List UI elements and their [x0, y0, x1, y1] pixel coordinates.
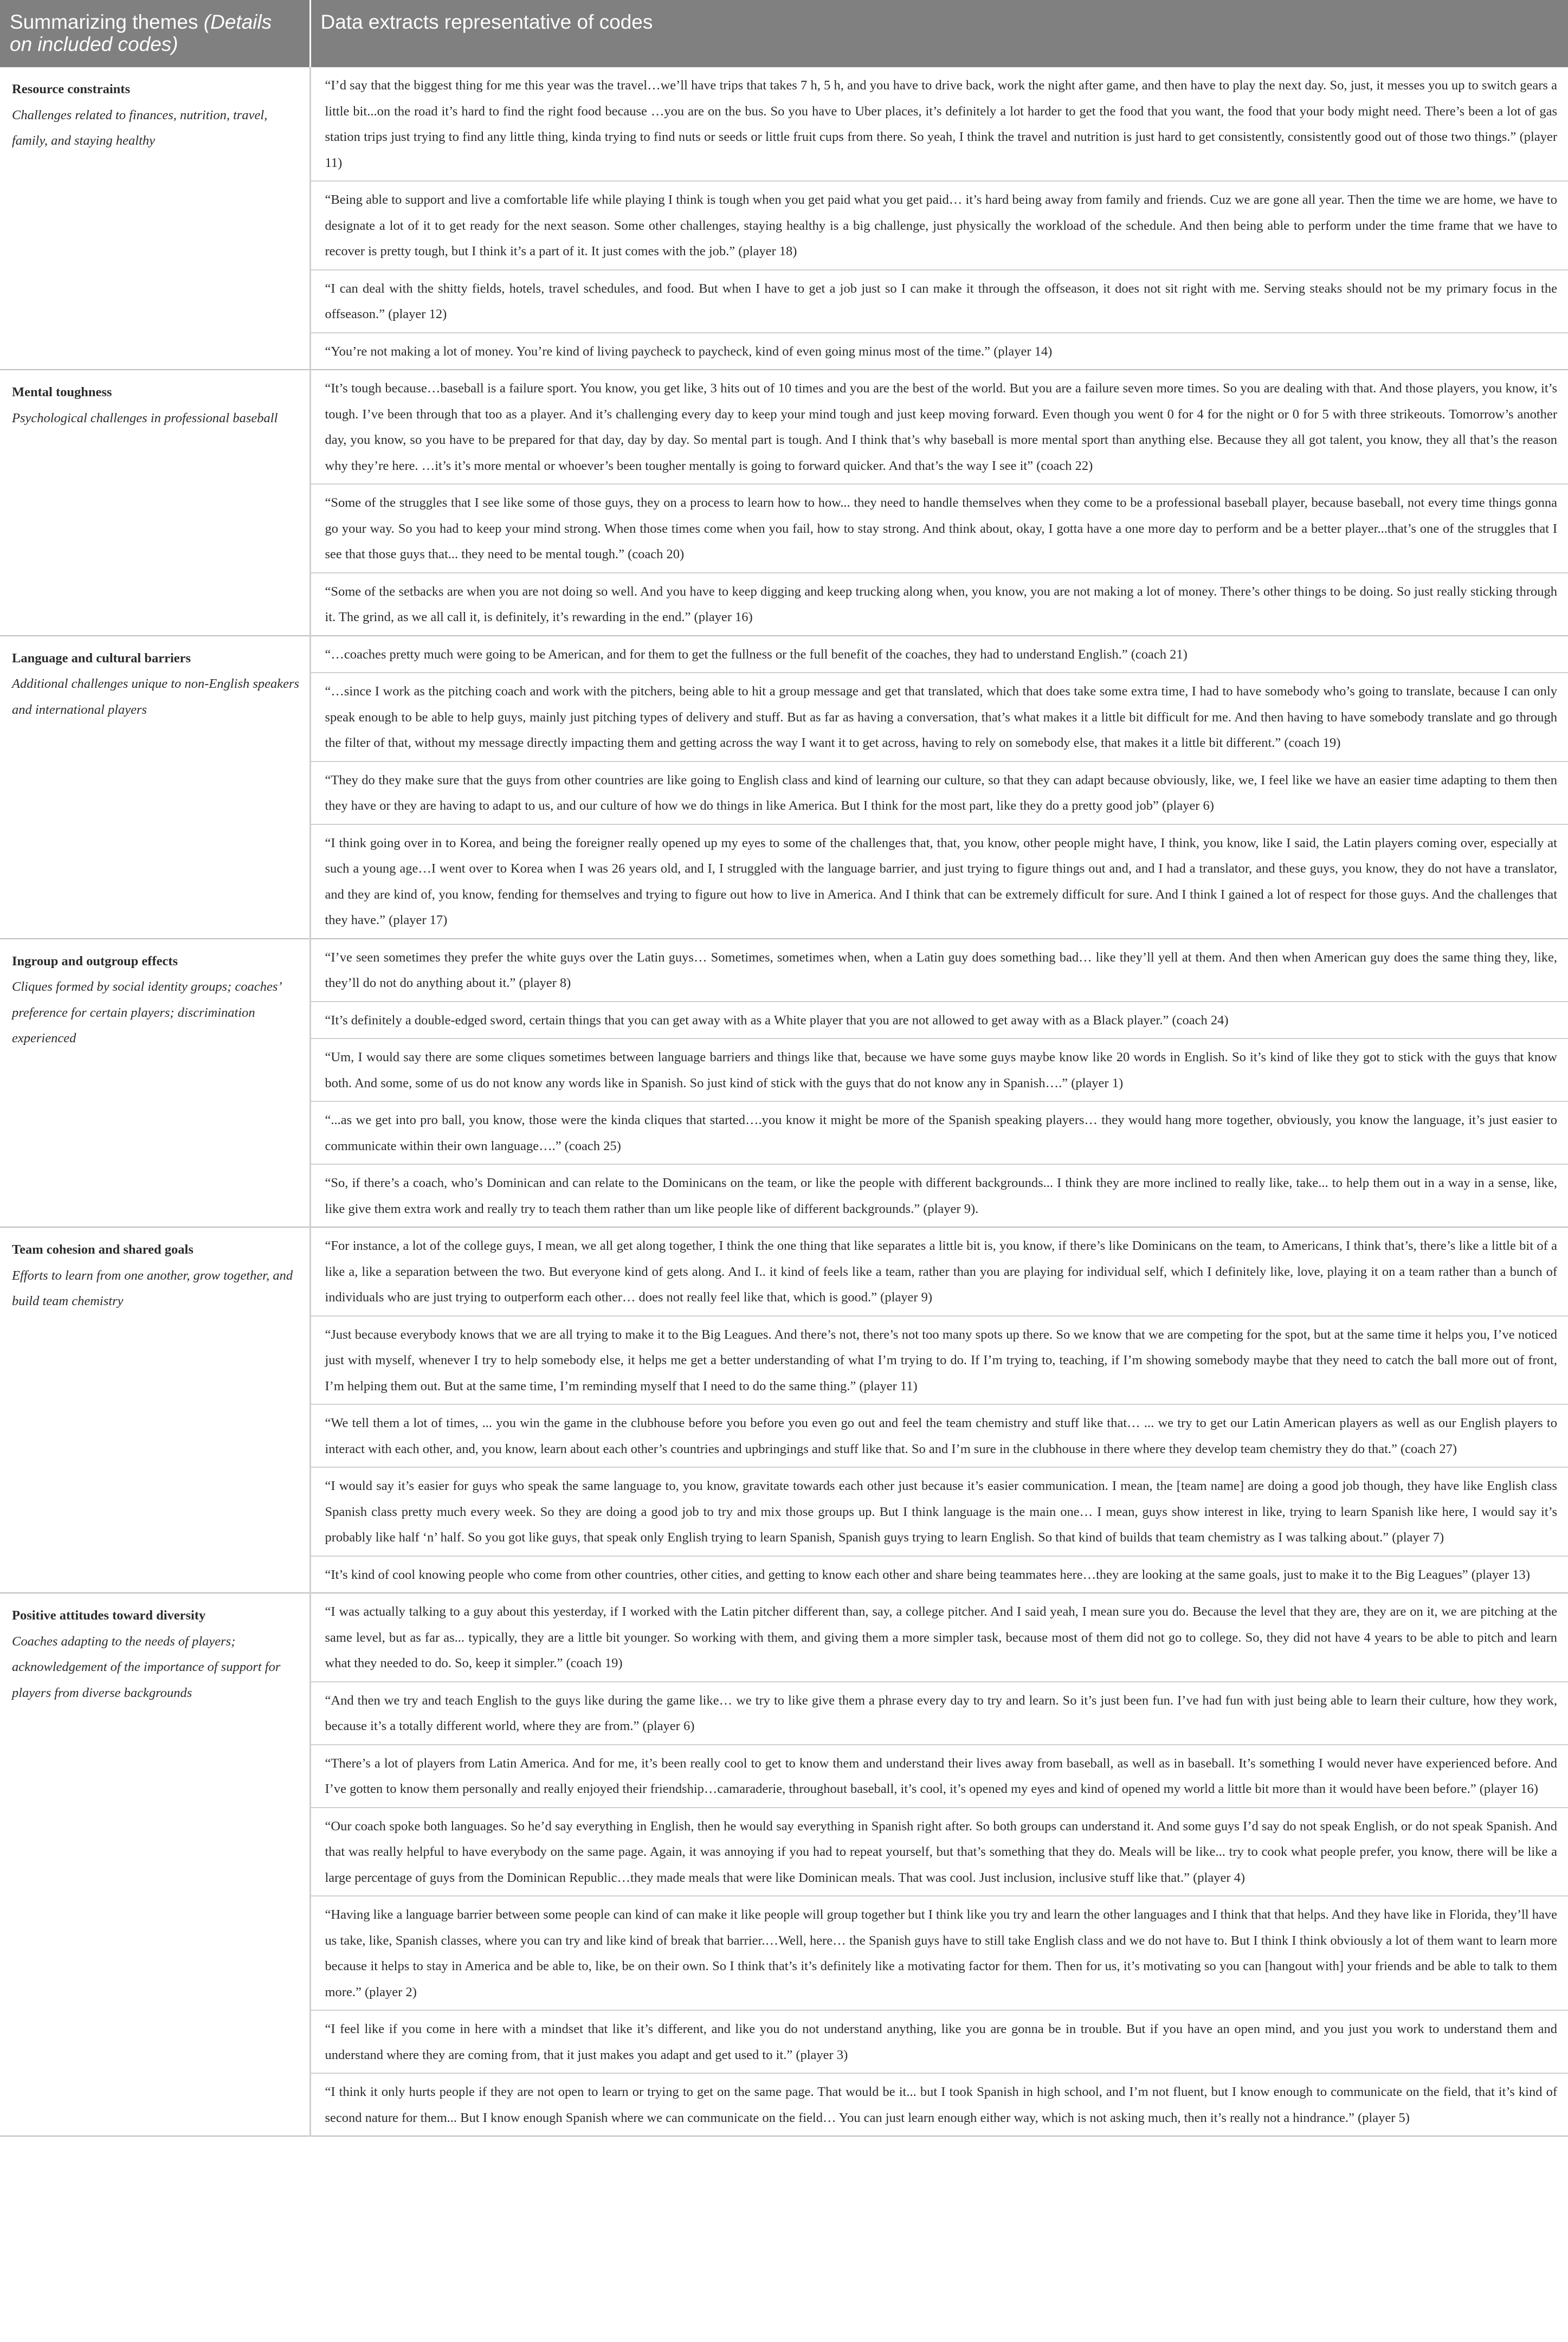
quote-extract: “I think going over in to Korea, and being the foreigner really opened up my eyes to some of the challenges that, that, you know, other people might have, I think, you know, like I said, the Latin players coming over, especially at such a young age…I went over to Korea when I was 26 years old, and I, I struggled with the language barrier, and just trying to figure things out and, and I had a translator, and these guys, you know, they do not have a translator, and they are kind of, you know, fending for themselves and trying to figure out how to live in America. And I think that can be extremely difficult for sure. And I think I gained a lot of respect for those guys. And the challenges that they have.” (player 17) [310, 824, 1568, 939]
quote-extract: “So, if there’s a coach, who’s Dominican and can relate to the Dominicans on the team, or like the people with different backgrounds... I think they are more inclined to really like, take... to help them out in a way in a sense, like, like give them extra work and really try to teach them rather than um like people like of different backgrounds.” (player 9). [310, 1164, 1568, 1227]
quote-extract: “It’s tough because…baseball is a failure sport. You know, you get like, 3 hits out of 10 times and you are the best of the world. But you are a failure seven more times. So you are dealing with that. And those players, you know, it’s tough. I’ve been through that too as a player. And it’s challenging every day to keep your mind tough and just keep moving forward. Even though you went 0 for 4 for the night or 0 for 5 with three strikeouts. Tomorrow’s another day, you know, so you have to be prepared for that day, day by day. So mental part is tough. And I think that’s why baseball is more mental sport than anything else. Because they all got talent, you know, they all that’s the reason why they’re here. …it’s it’s more mental or whoever’s been tougher mentally is going to forward quicker. And that’s the way I see it” (coach 22) [310, 370, 1568, 484]
table-row [0, 939, 1568, 1002]
header-col1-main: Summarizing themes [10, 11, 198, 33]
theme-cell [0, 370, 310, 636]
quote-extract: “There’s a lot of players from Latin America. And for me, it’s been really cool to get to know them and understand their lives away from baseball, as well as in baseball. It’s something I would never have experienced before. And I’ve gotten to know them personally and really enjoyed their friendship…camaraderie, throughout baseball, it’s cool, it’s opened my eyes and kind of opened my world a little bit more than it would have been before.” (player 16) [310, 1745, 1568, 1808]
quote-extract: “Just because everybody knows that we are all trying to make it to the Big Leagues. And there’s not, there’s not too many spots up there. So we know that we are competing for the spot, but at the same time it helps you, I’ve noticed just with myself, whenever I try to help somebody else, it helps me get a better understanding of what I’m trying to do. If I’m trying to, teaching, if I’m showing somebody maybe that they need to catch the ball more out of front, I’m helping them out. But at the same time, I’m reminding myself that I need to do the same thing.” (player 11) [310, 1316, 1568, 1405]
theme-title: Mental toughness [12, 385, 112, 399]
theme-title: Language and cultural barriers [12, 650, 191, 666]
table-row [0, 1227, 1568, 1316]
theme-cell [0, 1593, 310, 2136]
quote-extract: “You’re not making a lot of money. You’re kind of living paycheck to paycheck, kind of even going minus most of the time.” (player 14) [310, 333, 1568, 370]
table-row [0, 636, 1568, 673]
theme-cell [0, 636, 310, 939]
quote-extract: “It’s kind of cool knowing people who come from other countries, other cities, and getting to know each other and share being teammates here…they are looking at the same goals, just to make it to the Big Leagues” (player 13) [310, 1556, 1568, 1593]
quote-extract: “I’ve seen sometimes they prefer the white guys over the Latin guys… Sometimes, sometimes when, when a Latin guy does something bad… like they’ll yell at them. And then when American guy does the same thing they, like, they’ll do not do anything about it.” (player 8) [310, 939, 1568, 1002]
theme-cell [0, 1227, 310, 1593]
quote-extract: “I was actually talking to a guy about this yesterday, if I worked with the Latin pitcher different than, say, a college pitcher. And I said yeah, I mean sure you do. Because the level that they are, they are on it, we are pitching at the same level, but as far as... typically, they are a little bit younger. So working with them, and giving them a more simpler task, because most of them did not go to college. So, they did not have 4 years to be able to pitch and learn what they needed to do. So, keep it simpler.” (coach 19) [310, 1593, 1568, 1682]
theme-title: Positive attitudes toward diversity [12, 1608, 206, 1623]
theme-title: Resource constraints [12, 82, 130, 96]
quote-extract: “Being able to support and live a comfortable life while playing I think is tough when you get paid what you get paid… it’s hard being away from family and friends. Cuz we are gone all year. Then the time we are home, we have to designate a lot of it to get ready for the next season. Some other challenges, staying healthy is a big challenge, just physically the workload of the schedule. And then being able to perform under the time frame that we have to recover is pretty tough, but I think it’s a part of it. It just comes with the job.” (player 18) [310, 181, 1568, 270]
theme-cell [0, 67, 310, 370]
quote-extract: “I’d say that the biggest thing for me this year was the travel…we’ll have trips that takes 7 h, 5 h, and you have to drive back, work the night after game, and then have to play the next day. So, just, it messes you up to switch gears a little bit...on the road it’s hard to find the right food because …you are on the bus. So you have to Uber places, it’s definitely a lot harder to get the food that you want, the food that your body might need. There’s been a lot of gas station trips just trying to find any little thing, kinda trying to find nuts or seeds or little fruit cups from there. So yeah, I think the travel and nutrition is just hard to get consistently, consistently good out of those two things.” (player 11) [310, 67, 1568, 181]
theme-cell [0, 939, 310, 1228]
table-body [0, 67, 1568, 2136]
theme-description: Efforts to learn from one another, grow together, and build team chemistry [12, 1268, 293, 1308]
quote-extract: “And then we try and teach English to the guys like during the game like… we try to like give them a phrase every day to try and learn. So it’s just been fun. I’ve had fun with just being able to learn their culture, how they work, because it’s a totally different world, where they are from.” (player 6) [310, 1682, 1568, 1745]
quote-extract: “They do they make sure that the guys from other countries are like going to English class and kind of learning our culture, so that they can adapt because obviously, like, we, I feel like we have an easier time adapting to them then they have or they are having to adapt to us, and our culture of how we do things in like America. But I think for the most part, like they do a pretty good job” (player 6) [310, 762, 1568, 824]
table-row [0, 67, 1568, 181]
quote-extract: “Our coach spoke both languages. So he’d say everything in English, then he would say everything in Spanish right after. So both groups can understand it. And some guys I’d say do not speak English, or do not speak Spanish. And that was really helpful to have everybody on the same page. Again, it was annoying if you had to repeat yourself, but that’s something that they do. Meals will be like... try to cook what people prefer, you know, there will be like a large percentage of guys from the Dominican Republic…they made meals that were like Dominican meals. That was cool. Just inclusion, inclusive stuff like that.” (player 4) [310, 1808, 1568, 1896]
header-row [0, 0, 1568, 67]
quote-extract: “Some of the struggles that I see like some of those guys, they on a process to learn how to how... they need to handle themselves when they come to be a professional baseball player, because baseball, not every time things gonna go your way. So you had to keep your mind strong. When those times come when you fail, how to stay strong. And think about, okay, I gotta have a one more day to perform and be a better player...that’s one of the struggles that I see that those guys that... they need to be mental tough.” (coach 20) [310, 484, 1568, 573]
theme-description: Cliques formed by social identity groups; coaches’ preference for certain players; discrimination experienced [12, 979, 281, 1046]
theme-title: Team cohesion and shared goals [12, 1242, 193, 1257]
header-col1-note: (Details on included codes) [10, 11, 272, 55]
quote-extract: “Um, I would say there are some cliques sometimes between language barriers and things like that, because we have some guys maybe know like 20 words in English. So it’s kind of like they got to stick with the guys that know both. And some, some of us do not know any words like in Spanish. So just kind of stick with the guys that do not know any in Spanish….” (player 1) [310, 1038, 1568, 1101]
theme-description: Challenges related to finances, nutrition, travel, family, and staying healthy [12, 107, 268, 148]
quote-extract: “For instance, a lot of the college guys, I mean, we all get along together, I think the one thing that like separates a little bit is, you know, if there’s like Dominicans on the team, to Americans, I think that’s, there’s like a little bit of a like a, like a separation between the two. But everyone kind of gets along. And I.. it kind of feels like a team, rather than you are playing for individual self, which I definitely like, love, playing it on a team rather than a bunch of individuals who are just trying to outperform each other… does not really feel like that, which is good.” (player 9) [310, 1227, 1568, 1316]
theme-description: Coaches adapting to the needs of players; acknowledgement of the importance of support for players from diverse backgrounds [12, 1634, 281, 1700]
quote-extract: “…coaches pretty much were going to be American, and for them to get the fullness or the full benefit of the coaches, they had to understand English.” (coach 21) [310, 636, 1568, 673]
quote-extract: “It’s definitely a double-edged sword, certain things that you can get away with as a White player that you are not allowed to get away with as a Black player.” (coach 24) [310, 1002, 1568, 1039]
theme-title: Ingroup and outgroup effects [12, 953, 178, 969]
quote-extract: “…since I work as the pitching coach and work with the pitchers, being able to hit a group message and get that translated, which that does take some extra time, I had to have somebody who’s going to translate, because I can only speak enough to be able to help guys, mainly just pitching types of delivery and stuff. But as far as having a conversation, that’s what makes it a little bit difficult for me. And then having to have somebody translate and go through the filter of that, without my message directly impacting them and getting across the way I want it to get across, having to rely on somebody else, that makes it a little bit different.” (coach 19) [310, 673, 1568, 762]
header-data-extracts: Data extracts representative of codes [310, 0, 1568, 67]
quote-extract: “We tell them a lot of times, ... you win the game in the clubhouse before you before you even go out and feel the team chemistry and stuff like that… ... we try to get our Latin American players as well as our English players to interact with each other, and, you know, learn about each other’s countries and upbringings and stuff like that. So and I’m sure in the clubhouse in there where they develop team chemistry they do that.” (coach 27) [310, 1404, 1568, 1467]
quote-extract: “...as we get into pro ball, you know, those were the kinda cliques that started….you know it might be more of the Spanish speaking players… they would hang more together, obviously, you know the language, it’s just easier to communicate within their own language….” (coach 25) [310, 1101, 1568, 1164]
quote-extract: “I feel like if you come in here with a mindset that like it’s different, and like you do not understand anything, like you are gonna be in trouble. But if you have an open mind, and you just you work to understand them and understand where they are coming from, that it just makes you adapt and get used to it.” (player 3) [310, 2010, 1568, 2073]
quote-extract: “I can deal with the shitty fields, hotels, travel schedules, and food. But when I have to get a job just so I can make it through the offseason, it does not sit right with me. Serving steaks should not be my primary focus in the offseason.” (player 12) [310, 270, 1568, 333]
quote-extract: “I would say it’s easier for guys who speak the same language to, you know, gravitate towards each other just because it’s easier communication. I mean, the [team name] are doing a good job though, they have like English class Spanish class pretty much every week. So they are doing a good job to try and mix those groups up. But I think language is the main one… I mean, guys show interest in like, trying to learn Spanish like here, I would say it’s probably like half ‘n’ half. So you got like guys, that speak only English trying to learn Spanish, Spanish guys trying to learn English. So that kind of builds that team chemistry as I was talking about.” (player 7) [310, 1467, 1568, 1556]
quote-extract: “Some of the setbacks are when you are not doing so well. And you have to keep digging and keep trucking along when, you know, you are not making a lot of money. There’s other things to be doing. So just really sticking through it. The grind, as we all call it, is definitely, it’s rewarding in the end.” (player 16) [310, 573, 1568, 636]
table-header [0, 0, 1568, 67]
table-row [0, 1593, 1568, 1682]
theme-description: Additional challenges unique to non-English speakers and international players [12, 676, 300, 717]
quote-extract: “Having like a language barrier between some people can kind of can make it like people will group together but I think like you try and learn the other languages and I think that that helps. And they have like in Florida, they’ll have us take, like, Spanish classes, where you can try and like kind of break that barrier.…Well, here… the Spanish guys have to still take English class and we do not have to. But I think I think obviously a lot of them want to learn more because it helps to stay in America and be able to, like, be on their own. So I think that’s it’s definitely like a motivating factor for them. Then for us, it’s motivating so you can [hangout with] your friends and be able to talk to them more.” (player 2) [310, 1896, 1568, 2010]
table-row [0, 370, 1568, 484]
header-summarizing-themes [0, 0, 310, 67]
theme-description: Psychological challenges in professional baseball [12, 410, 278, 425]
quote-extract: “I think it only hurts people if they are not open to learn or trying to get on the same page. That would be it... but I took Spanish in high school, and I’m not fluent, but I know enough to communicate on the field, that it’s kind of second nature for them... But I know enough Spanish where we can communicate on the field… You can just learn enough either way, which is not asking much, then it’s really not a hindrance.” (player 5) [310, 2073, 1568, 2136]
